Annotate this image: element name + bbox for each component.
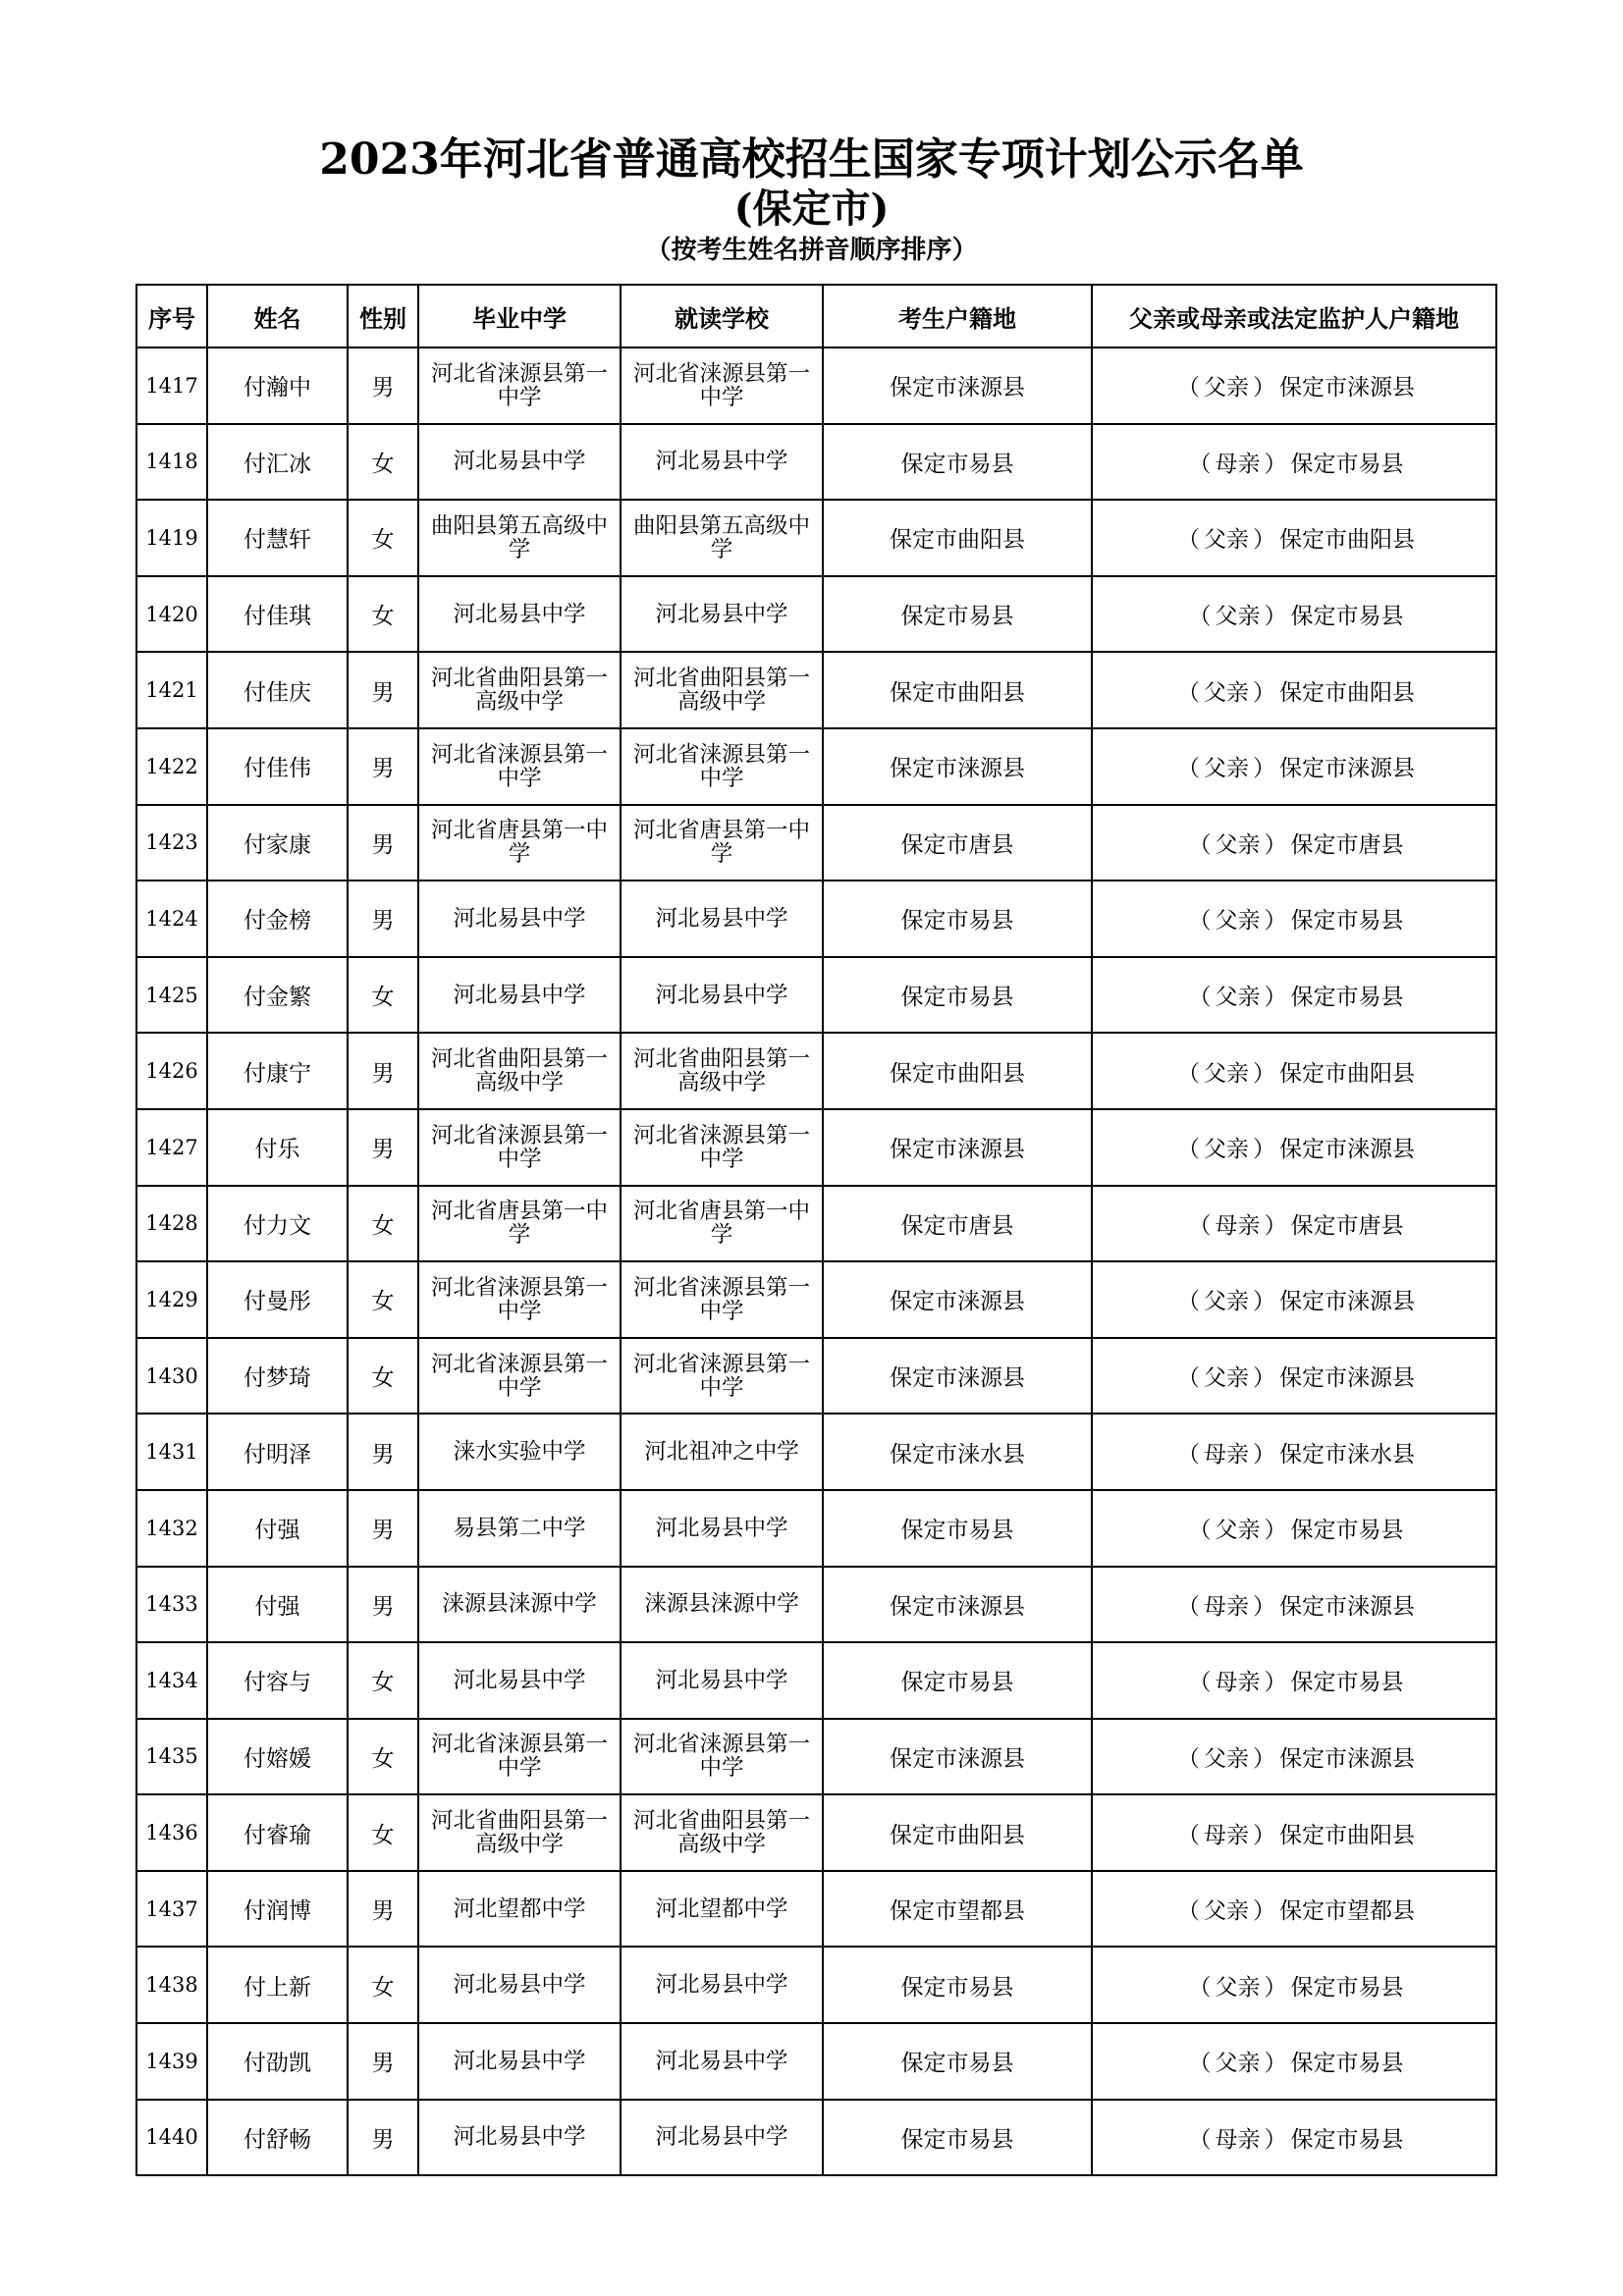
cell-grad-school: 河北省涞源县第一中学: [418, 1338, 621, 1415]
cell-domicile: 保定市易县: [823, 1947, 1092, 2023]
cell-domicile: 保定市易县: [823, 881, 1092, 957]
guardian-domicile: 保定市唐县: [1290, 1212, 1404, 1239]
cell-grad-school: 河北易县中学: [418, 424, 621, 501]
cell-study-school: 河北易县中学: [621, 881, 823, 957]
cell-name: 付强: [207, 1567, 348, 1643]
cell-domicile: 保定市曲阳县: [823, 1794, 1092, 1871]
roster-table: [135, 284, 1497, 2176]
guardian-relation: 父亲: [1215, 985, 1261, 1011]
cell-gender: 男: [348, 1567, 418, 1643]
cell-seq: 1431: [136, 1414, 207, 1490]
cell-gender: 女: [348, 1261, 418, 1338]
cell-study-school: 河北省曲阳县第一高级中学: [621, 1033, 823, 1109]
cell-seq: 1420: [136, 576, 207, 653]
cell-domicile: 保定市易县: [823, 576, 1092, 653]
table-row: [136, 1490, 1496, 1567]
sort-note: （按考生姓名拼音顺序排序）: [645, 236, 978, 265]
cell-grad-school: 河北望都中学: [418, 1871, 621, 1948]
cell-name: 付乐: [207, 1109, 348, 1186]
cell-gender: 女: [348, 1947, 418, 2023]
cell-gender: 女: [348, 1642, 418, 1719]
cell-domicile: 保定市曲阳县: [823, 1033, 1092, 1109]
guardian-relation: 母亲: [1215, 1212, 1261, 1239]
guardian-relation: 父亲: [1215, 831, 1261, 858]
cell-name: 付容与: [207, 1642, 348, 1719]
guardian-relation: 父亲: [1204, 527, 1249, 554]
guardian-relation: 父亲: [1215, 604, 1261, 630]
cell-name: 付舒畅: [207, 2100, 348, 2176]
table-row: [136, 1871, 1496, 1948]
table-row: [136, 1109, 1496, 1186]
cell-grad-school: 河北省涞源县第一中学: [418, 1261, 621, 1338]
table-row: [136, 1567, 1496, 1643]
cell-grad-school: 河北易县中学: [418, 881, 621, 957]
table-header-row: [136, 285, 1496, 347]
cell-gender: 女: [348, 1794, 418, 1871]
cell-seq: 1418: [136, 424, 207, 501]
cell-study-school: 河北省唐县第一中学: [621, 805, 823, 881]
cell-gender: 男: [348, 652, 418, 728]
cell-grad-school: 河北易县中学: [418, 1642, 621, 1719]
cell-guardian-domicile: （ 父亲 ） 保定市望都县: [1092, 1871, 1496, 1948]
cell-grad-school: 河北省唐县第一中学: [418, 805, 621, 881]
cell-gender: 男: [348, 347, 418, 424]
column-header-gender: 性别: [348, 285, 418, 347]
cell-study-school: 河北省涞源县第一中学: [621, 1261, 823, 1338]
column-header-guardian-domicile: 父亲或母亲或法定监护人户籍地: [1092, 285, 1496, 347]
cell-study-school: 涞源县涞源中学: [621, 1567, 823, 1643]
cell-study-school: 河北易县中学: [621, 2100, 823, 2176]
cell-seq: 1422: [136, 728, 207, 805]
cell-guardian-domicile: （ 父亲 ） 保定市易县: [1092, 1490, 1496, 1567]
table-row: [136, 1947, 1496, 2023]
guardian-relation: 母亲: [1215, 1670, 1261, 1696]
cell-domicile: 保定市唐县: [823, 1186, 1092, 1262]
cell-name: 付金榜: [207, 881, 348, 957]
table-row: [136, 881, 1496, 957]
cell-name: 付家康: [207, 805, 348, 881]
guardian-relation: 父亲: [1204, 1137, 1249, 1163]
cell-seq: 1440: [136, 2100, 207, 2176]
cell-name: 付瀚中: [207, 347, 348, 424]
cell-gender: 男: [348, 881, 418, 957]
table-row: [136, 2100, 1496, 2176]
cell-seq: 1435: [136, 1719, 207, 1795]
cell-seq: 1427: [136, 1109, 207, 1186]
cell-gender: 男: [348, 2023, 418, 2100]
cell-name: 付慧轩: [207, 500, 348, 576]
cell-guardian-domicile: （ 母亲 ） 保定市唐县: [1092, 1186, 1496, 1262]
cell-name: 付佳伟: [207, 728, 348, 805]
cell-study-school: 河北易县中学: [621, 1947, 823, 2023]
guardian-domicile: 保定市曲阳县: [1279, 1060, 1415, 1087]
guardian-domicile: 保定市易县: [1290, 908, 1404, 934]
guardian-relation: 父亲: [1204, 1365, 1249, 1392]
cell-seq: 1424: [136, 881, 207, 957]
cell-gender: 男: [348, 1871, 418, 1948]
cell-name: 付力文: [207, 1186, 348, 1262]
guardian-domicile: 保定市易县: [1290, 451, 1404, 477]
cell-name: 付睿瑜: [207, 1794, 348, 1871]
cell-guardian-domicile: （ 母亲 ） 保定市涞水县: [1092, 1414, 1496, 1490]
cell-study-school: 河北省涞源县第一中学: [621, 1109, 823, 1186]
cell-grad-school: 河北省涞源县第一中学: [418, 347, 621, 424]
cell-domicile: 保定市易县: [823, 957, 1092, 1034]
guardian-domicile: 保定市涞源县: [1279, 756, 1415, 782]
cell-study-school: 河北省涞源县第一中学: [621, 1719, 823, 1795]
cell-domicile: 保定市涞源县: [823, 347, 1092, 424]
guardian-domicile: 保定市望都县: [1279, 1898, 1415, 1925]
cell-guardian-domicile: （ 母亲 ） 保定市涞源县: [1092, 1567, 1496, 1643]
cell-gender: 男: [348, 1033, 418, 1109]
cell-seq: 1433: [136, 1567, 207, 1643]
cell-domicile: 保定市望都县: [823, 1871, 1092, 1948]
cell-domicile: 保定市易县: [823, 2100, 1092, 2176]
cell-guardian-domicile: （ 父亲 ） 保定市曲阳县: [1092, 1033, 1496, 1109]
cell-grad-school: 河北易县中学: [418, 2023, 621, 2100]
cell-study-school: 河北易县中学: [621, 576, 823, 653]
guardian-relation: 母亲: [1204, 1822, 1249, 1848]
cell-study-school: 河北易县中学: [621, 424, 823, 501]
cell-name: 付明泽: [207, 1414, 348, 1490]
guardian-relation: 母亲: [1204, 1441, 1249, 1468]
table-row: [136, 1414, 1496, 1490]
cell-grad-school: 涞水实验中学: [418, 1414, 621, 1490]
cell-domicile: 保定市涞源县: [823, 1261, 1092, 1338]
cell-domicile: 保定市易县: [823, 1490, 1092, 1567]
guardian-relation: 父亲: [1215, 1974, 1261, 2001]
cell-seq: 1438: [136, 1947, 207, 2023]
cell-seq: 1430: [136, 1338, 207, 1415]
cell-domicile: 保定市唐县: [823, 805, 1092, 881]
cell-name: 付佳琪: [207, 576, 348, 653]
cell-domicile: 保定市涞水县: [823, 1414, 1092, 1490]
cell-domicile: 保定市涞源县: [823, 1109, 1092, 1186]
cell-domicile: 保定市易县: [823, 2023, 1092, 2100]
guardian-relation: 母亲: [1204, 1593, 1249, 1620]
column-header-seq: 序号: [136, 285, 207, 347]
guardian-relation: 父亲: [1215, 2051, 1261, 2077]
cell-guardian-domicile: （ 母亲 ） 保定市易县: [1092, 424, 1496, 501]
cell-name: 付上新: [207, 1947, 348, 2023]
guardian-relation: 父亲: [1215, 908, 1261, 934]
document-subtitle: (保定市): [733, 186, 890, 232]
cell-study-school: 河北省涞源县第一中学: [621, 347, 823, 424]
guardian-domicile: 保定市易县: [1290, 985, 1404, 1011]
cell-guardian-domicile: （ 父亲 ） 保定市易县: [1092, 576, 1496, 653]
table-row: [136, 347, 1496, 424]
cell-study-school: 河北易县中学: [621, 1490, 823, 1567]
guardian-domicile: 保定市易县: [1290, 2126, 1404, 2153]
cell-seq: 1425: [136, 957, 207, 1034]
cell-name: 付金繁: [207, 957, 348, 1034]
cell-guardian-domicile: （ 母亲 ） 保定市易县: [1092, 2100, 1496, 2176]
cell-study-school: 河北望都中学: [621, 1871, 823, 1948]
guardian-domicile: 保定市涞源县: [1279, 1137, 1415, 1163]
cell-guardian-domicile: （ 父亲 ） 保定市易县: [1092, 1947, 1496, 2023]
cell-study-school: 曲阳县第五高级中学: [621, 500, 823, 576]
cell-seq: 1428: [136, 1186, 207, 1262]
cell-guardian-domicile: （ 母亲 ） 保定市易县: [1092, 1642, 1496, 1719]
table-row: [136, 424, 1496, 501]
cell-gender: 男: [348, 1490, 418, 1567]
table-row: [136, 2023, 1496, 2100]
cell-name: 付曼彤: [207, 1261, 348, 1338]
cell-gender: 女: [348, 424, 418, 501]
guardian-relation: 父亲: [1204, 1898, 1249, 1925]
cell-guardian-domicile: （ 父亲 ） 保定市涞源县: [1092, 1338, 1496, 1415]
cell-grad-school: 河北易县中学: [418, 957, 621, 1034]
cell-gender: 男: [348, 805, 418, 881]
guardian-domicile: 保定市涞源县: [1279, 375, 1415, 401]
cell-seq: 1426: [136, 1033, 207, 1109]
cell-grad-school: 曲阳县第五高级中学: [418, 500, 621, 576]
guardian-relation: 父亲: [1204, 375, 1249, 401]
cell-seq: 1436: [136, 1794, 207, 1871]
cell-grad-school: 河北易县中学: [418, 576, 621, 653]
cell-study-school: 河北省曲阳县第一高级中学: [621, 652, 823, 728]
cell-guardian-domicile: （ 父亲 ） 保定市易县: [1092, 881, 1496, 957]
cell-study-school: 河北省涞源县第一中学: [621, 1338, 823, 1415]
cell-name: 付嫆媛: [207, 1719, 348, 1795]
guardian-domicile: 保定市涞源县: [1279, 1745, 1415, 1772]
cell-domicile: 保定市曲阳县: [823, 652, 1092, 728]
column-header-study-school: 就读学校: [621, 285, 823, 347]
guardian-domicile: 保定市易县: [1290, 2051, 1404, 2077]
cell-grad-school: 河北省唐县第一中学: [418, 1186, 621, 1262]
cell-seq: 1429: [136, 1261, 207, 1338]
cell-guardian-domicile: （ 父亲 ） 保定市易县: [1092, 957, 1496, 1034]
table-row: [136, 1033, 1496, 1109]
cell-domicile: 保定市易县: [823, 424, 1092, 501]
cell-guardian-domicile: （ 母亲 ） 保定市曲阳县: [1092, 1794, 1496, 1871]
cell-study-school: 河北省涞源县第一中学: [621, 728, 823, 805]
cell-gender: 男: [348, 728, 418, 805]
guardian-relation: 父亲: [1204, 679, 1249, 706]
guardian-relation: 母亲: [1215, 2126, 1261, 2153]
cell-grad-school: 河北省曲阳县第一高级中学: [418, 652, 621, 728]
cell-guardian-domicile: （ 父亲 ） 保定市涞源县: [1092, 1719, 1496, 1795]
guardian-relation: 父亲: [1204, 756, 1249, 782]
cell-name: 付强: [207, 1490, 348, 1567]
cell-seq: 1437: [136, 1871, 207, 1948]
table-row: [136, 805, 1496, 881]
cell-study-school: 河北易县中学: [621, 2023, 823, 2100]
cell-grad-school: 涞源县涞源中学: [418, 1567, 621, 1643]
cell-grad-school: 河北省涞源县第一中学: [418, 1719, 621, 1795]
table-row: [136, 1642, 1496, 1719]
cell-grad-school: 易县第二中学: [418, 1490, 621, 1567]
cell-guardian-domicile: （ 父亲 ） 保定市涞源县: [1092, 347, 1496, 424]
cell-domicile: 保定市曲阳县: [823, 500, 1092, 576]
table-row: [136, 1719, 1496, 1795]
document-title: 2023年河北省普通高校招生国家专项计划公示名单: [319, 134, 1304, 185]
cell-gender: 女: [348, 1186, 418, 1262]
cell-study-school: 河北祖冲之中学: [621, 1414, 823, 1490]
guardian-domicile: 保定市唐县: [1290, 831, 1404, 858]
cell-guardian-domicile: （ 父亲 ） 保定市曲阳县: [1092, 652, 1496, 728]
cell-name: 付梦琦: [207, 1338, 348, 1415]
cell-guardian-domicile: （ 父亲 ） 保定市涞源县: [1092, 1109, 1496, 1186]
cell-gender: 女: [348, 1719, 418, 1795]
guardian-domicile: 保定市易县: [1290, 1518, 1404, 1544]
cell-grad-school: 河北省曲阳县第一高级中学: [418, 1794, 621, 1871]
guardian-relation: 父亲: [1204, 1745, 1249, 1772]
table-row: [136, 652, 1496, 728]
guardian-domicile: 保定市涞源县: [1279, 1365, 1415, 1392]
guardian-domicile: 保定市易县: [1290, 1670, 1404, 1696]
table-body: [136, 347, 1496, 2175]
cell-guardian-domicile: （ 父亲 ） 保定市涞源县: [1092, 1261, 1496, 1338]
guardian-domicile: 保定市易县: [1290, 1974, 1404, 2001]
cell-gender: 男: [348, 2100, 418, 2176]
cell-name: 付劭凯: [207, 2023, 348, 2100]
cell-study-school: 河北省唐县第一中学: [621, 1186, 823, 1262]
cell-gender: 男: [348, 1109, 418, 1186]
table-row: [136, 728, 1496, 805]
cell-study-school: 河北易县中学: [621, 957, 823, 1034]
cell-domicile: 保定市涞源县: [823, 728, 1092, 805]
cell-grad-school: 河北省涞源县第一中学: [418, 1109, 621, 1186]
cell-name: 付润博: [207, 1871, 348, 1948]
guardian-domicile: 保定市涞源县: [1279, 1593, 1415, 1620]
cell-guardian-domicile: （ 父亲 ） 保定市曲阳县: [1092, 500, 1496, 576]
table-row: [136, 1261, 1496, 1338]
cell-study-school: 河北易县中学: [621, 1642, 823, 1719]
column-header-grad-school: 毕业中学: [418, 285, 621, 347]
guardian-relation: 母亲: [1215, 451, 1261, 477]
guardian-relation: 父亲: [1215, 1518, 1261, 1544]
table-row: [136, 576, 1496, 653]
cell-seq: 1423: [136, 805, 207, 881]
cell-domicile: 保定市涞源县: [823, 1338, 1092, 1415]
cell-gender: 女: [348, 957, 418, 1034]
guardian-relation: 父亲: [1204, 1289, 1249, 1315]
cell-seq: 1432: [136, 1490, 207, 1567]
cell-grad-school: 河北省曲阳县第一高级中学: [418, 1033, 621, 1109]
table-row: [136, 1338, 1496, 1415]
guardian-domicile: 保定市易县: [1290, 604, 1404, 630]
guardian-domicile: 保定市曲阳县: [1279, 679, 1415, 706]
table-row: [136, 1186, 1496, 1262]
column-header-domicile: 考生户籍地: [823, 285, 1092, 347]
cell-seq: 1434: [136, 1642, 207, 1719]
table-row: [136, 957, 1496, 1034]
cell-name: 付康宁: [207, 1033, 348, 1109]
guardian-relation: 父亲: [1204, 1060, 1249, 1087]
cell-grad-school: 河北省涞源县第一中学: [418, 728, 621, 805]
cell-guardian-domicile: （ 父亲 ） 保定市易县: [1092, 2023, 1496, 2100]
table-row: [136, 1794, 1496, 1871]
guardian-domicile: 保定市曲阳县: [1279, 527, 1415, 554]
cell-name: 付汇冰: [207, 424, 348, 501]
cell-name: 付佳庆: [207, 652, 348, 728]
cell-seq: 1419: [136, 500, 207, 576]
cell-seq: 1417: [136, 347, 207, 424]
guardian-domicile: 保定市曲阳县: [1279, 1822, 1415, 1848]
cell-grad-school: 河北易县中学: [418, 1947, 621, 2023]
cell-domicile: 保定市易县: [823, 1642, 1092, 1719]
cell-gender: 女: [348, 576, 418, 653]
cell-domicile: 保定市涞源县: [823, 1567, 1092, 1643]
cell-gender: 女: [348, 1338, 418, 1415]
cell-domicile: 保定市涞源县: [823, 1719, 1092, 1795]
table-row: [136, 500, 1496, 576]
cell-gender: 女: [348, 500, 418, 576]
cell-study-school: 河北省曲阳县第一高级中学: [621, 1794, 823, 1871]
cell-gender: 男: [348, 1414, 418, 1490]
column-header-name: 姓名: [207, 285, 348, 347]
cell-grad-school: 河北易县中学: [418, 2100, 621, 2176]
cell-seq: 1439: [136, 2023, 207, 2100]
cell-seq: 1421: [136, 652, 207, 728]
guardian-domicile: 保定市涞水县: [1279, 1441, 1415, 1468]
cell-guardian-domicile: （ 父亲 ） 保定市涞源县: [1092, 728, 1496, 805]
guardian-domicile: 保定市涞源县: [1279, 1289, 1415, 1315]
cell-guardian-domicile: （ 父亲 ） 保定市唐县: [1092, 805, 1496, 881]
